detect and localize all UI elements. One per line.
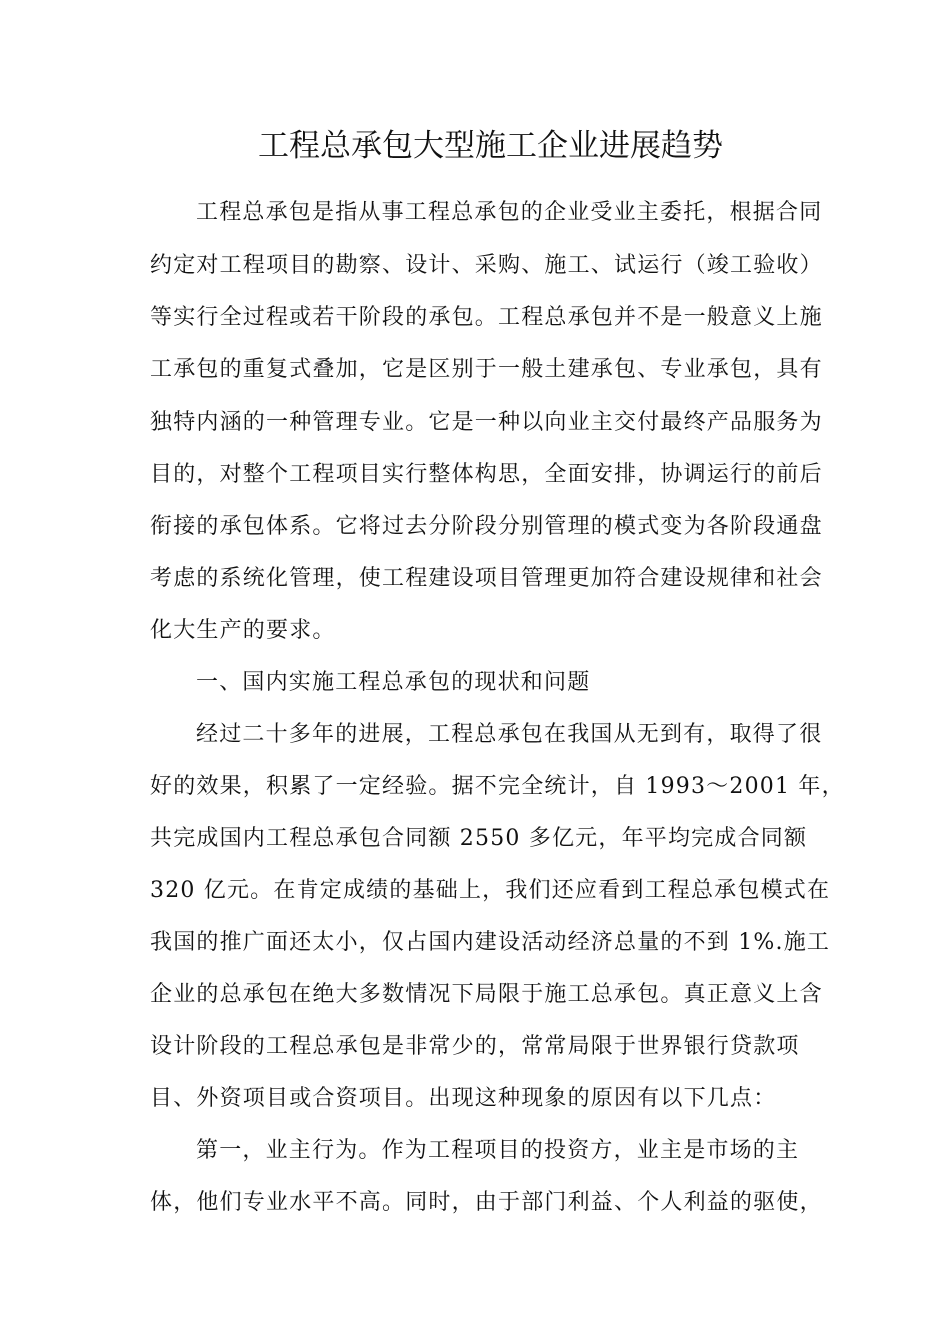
paragraph-line: 320 亿元。在肯定成绩的基础上，我们还应看到工程总承包模式在 xyxy=(150,878,831,903)
paragraph-line: 独特内涵的一种管理专业。它是一种以向业主交付最终产品服务为 xyxy=(150,410,823,435)
paragraph-line: 目的，对整个工程项目实行整体构思，全面安排，协调运行的前后 xyxy=(150,462,823,487)
paragraph-line: 我国的推广面还太小，仅占国内建设活动经济总量的不到 1%.施工 xyxy=(150,930,831,955)
paragraph-line: 设计阶段的工程总承包是非常少的，常常局限于世界银行贷款项 xyxy=(150,1034,800,1059)
paragraph-line: 化大生产的要求。 xyxy=(150,618,336,643)
paragraph-line: 第一，业主行为。作为工程项目的投资方，业主是市场的主 xyxy=(196,1138,800,1163)
paragraph-line: 工承包的重复式叠加，它是区别于一般土建承包、专业承包，具有 xyxy=(150,357,823,382)
paragraph-line: 体，他们专业水平不高。同时，由于部门利益、个人利益的驱使， xyxy=(150,1190,823,1215)
paragraph-line: 衔接的承包体系。它将过去分阶段分别管理的模式变为各阶段通盘 xyxy=(150,514,823,539)
paragraph-line: 经过二十多年的进展，工程总承包在我国从无到有，取得了很 xyxy=(196,722,823,747)
paragraph-line: 企业的总承包在绝大多数情况下局限于施工总承包。真正意义上含 xyxy=(150,982,823,1007)
paragraph-line: 等实行全过程或若干阶段的承包。工程总承包并不是一般意义上施 xyxy=(150,305,823,330)
section-heading: 一、国内实施工程总承包的现状和问题 xyxy=(196,670,591,695)
paragraph-line: 共完成国内工程总承包合同额 2550 多亿元，年平均完成合同额 xyxy=(150,826,808,851)
paragraph-line: 约定对工程项目的勘察、设计、采购、施工、试运行（竣工验收） xyxy=(150,253,823,278)
paragraph-line: 工程总承包是指从事工程总承包的企业受业主委托，根据合同 xyxy=(196,200,823,225)
document-title: 工程总承包大型施工企业进展趋势 xyxy=(258,128,723,164)
paragraph-line: 考虑的系统化管理，使工程建设项目管理更加符合建设规律和社会 xyxy=(150,566,823,591)
paragraph-line: 好的效果，积累了一定经验。据不完全统计，自 1993～2001 年， xyxy=(150,774,845,799)
paragraph-line: 目、外资项目或合资项目。出现这种现象的原因有以下几点： xyxy=(150,1086,777,1111)
